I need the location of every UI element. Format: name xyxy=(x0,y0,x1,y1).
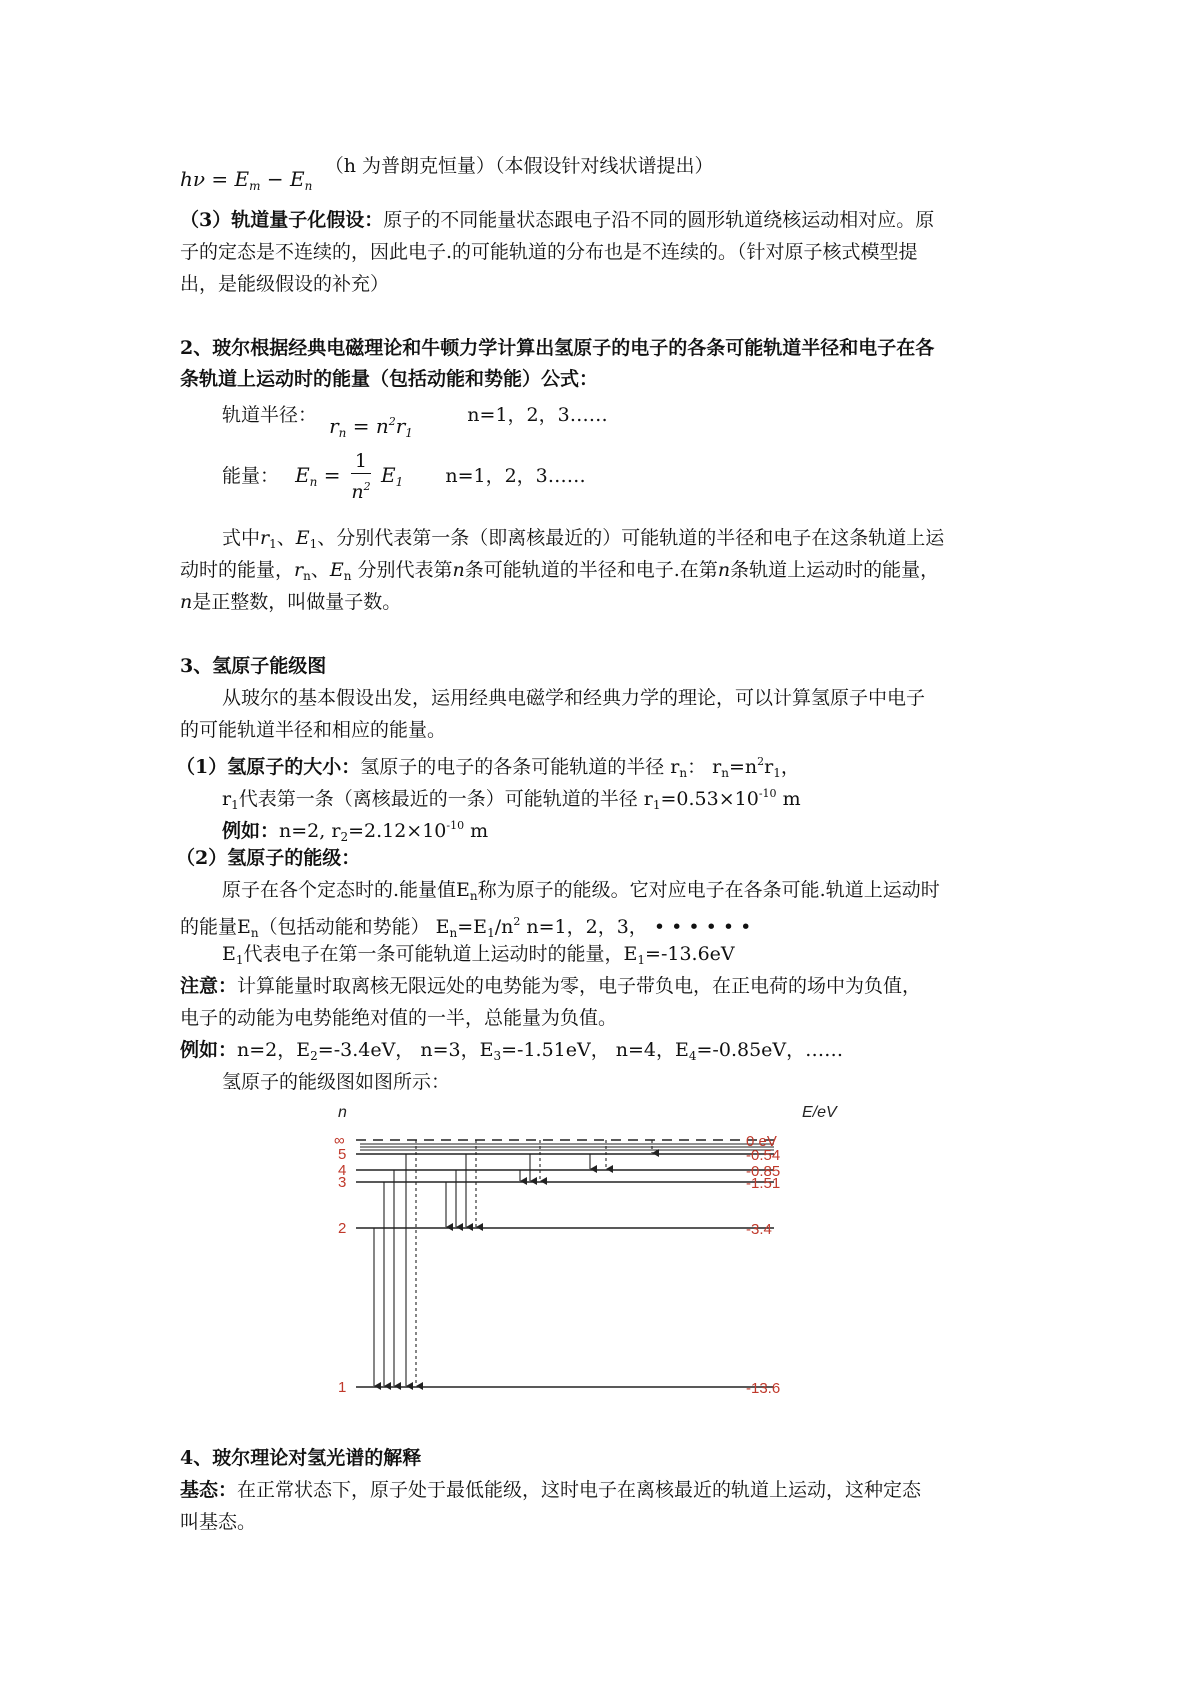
level-n-label: 4 xyxy=(338,1162,347,1179)
level-energy-label: -3.4 xyxy=(746,1221,772,1238)
energy-formula: 能量： $E_n$ = $\frac{1}{n^2}$ $E_1$ n=1，2，3…… xyxy=(222,450,586,503)
e-axis-label: E/eV xyxy=(802,1104,837,1121)
paragraph-line: 出，是能级假设的补充） xyxy=(180,273,390,295)
n-axis-label: n xyxy=(338,1104,347,1121)
paragraph-line: 电子的动能为电势能绝对值的一半，总能量为负值。 xyxy=(180,1007,618,1029)
formula-explanation: 式中$r_1$、$E_1$、分别代表第一条（即离核最近的）可能轨道的半径和电子在这条轨道上运 xyxy=(222,527,945,551)
level-n-label: 3 xyxy=(338,1174,347,1191)
paragraph-line: 动时的能量，$r_n$、$E_n$ 分别代表第n条可能轨道的半径和电子.在第n条轨道上运动时的能量， xyxy=(180,559,940,583)
paragraph-line: $E_1$代表电子在第一条可能轨道上运动时的能量，$E_1=-13.6eV$ xyxy=(222,943,735,967)
level-energy-label: 0 eV xyxy=(746,1133,777,1150)
paragraph-line: 原子在各个定态时的.能量值$E_n$称为原子的能级。它对应电子在各条可能.轨道上运动时 xyxy=(222,879,940,903)
energy-level-diagram xyxy=(334,1100,874,1420)
note-line: 注意：计算能量时取离核无限远处的电势能为零，电子带负电，在正电荷的场中为负值， xyxy=(180,975,922,997)
level-n-label: 2 xyxy=(338,1220,347,1237)
energy-levels-heading: （2）氢原子的能级： xyxy=(176,847,361,869)
section-heading-2-cont: 条轨道上运动时的能量（包括动能和势能）公式： xyxy=(180,368,599,390)
level-energy-label: -0.54 xyxy=(746,1147,781,1164)
paragraph-line: 叫基态。 xyxy=(180,1511,257,1533)
level-energy-label: -13.6 xyxy=(746,1380,781,1397)
paragraph-line: n是正整数，叫做量子数。 xyxy=(180,591,402,613)
atom-size-line: （1）氢原子的大小：氢原子的电子的各条可能轨道的半径 $r_n$： $r_n=n^2r_1$， xyxy=(176,755,800,780)
section-heading-2: 2、玻尔根据经典电磁理论和牛顿力学计算出氢原子的电子的各条可能轨道半径和电子在各 xyxy=(180,337,935,359)
radius-formula: 轨道半径： $r_n = n^2r_1$ n=1，2，3…… xyxy=(222,404,608,440)
photon-energy-formula: $h\nu = E_m - E_n$ （h 为普朗克恒量）（本假设针对线状谱提出） xyxy=(180,155,714,193)
paragraph-line: 的可能轨道半径和相应的能量。 xyxy=(180,719,447,741)
section-heading-4: 4、玻尔理论对氢光谱的解释 xyxy=(180,1447,422,1469)
orbit-quantization-hypothesis: （3）轨道量子化假设：原子的不同能量状态跟电子沿不同的圆形轨道绕核运动相对应。原 xyxy=(180,209,935,231)
level-energy-label: -1.51 xyxy=(746,1175,781,1192)
energy-example-line: 例如：n=2，$E_2=-3.4eV$， n=3，$E_3=-1.51eV$， n=4，$E_4=-0.85eV$，…… xyxy=(180,1039,844,1063)
level-n-label: 5 xyxy=(338,1146,347,1163)
diagram-caption: 氢原子的能级图如图所示： xyxy=(222,1071,451,1093)
formula-note: （h 为普朗克恒量）（本假设针对线状谱提出） xyxy=(324,155,714,177)
paragraph-line: 的能量$E_n$（包括动能和势能） $E_n=E_1/n^2$ n=1，2，3， • • • • • • xyxy=(180,915,752,940)
paragraph-line: 子的定态是不连续的，因此电子.的可能轨道的分布也是不连续的。（针对原子核式模型提 xyxy=(180,241,918,263)
radius-example-line: 例如：n=2, $r_2=2.12\times 10^{-10}$ m xyxy=(222,819,489,844)
section-heading-3: 3、氢原子能级图 xyxy=(180,655,327,677)
ground-state-line: 基态：在正常状态下，原子处于最低能级，这时电子在离核最近的轨道上运动，这种定态 xyxy=(180,1479,922,1501)
level-n-label: ∞ xyxy=(334,1132,345,1149)
energy-fraction: $\frac{1}{n^2}$ xyxy=(351,450,371,503)
first-orbit-radius-line: $r_1$代表第一条（离核最近的一条）可能轨道的半径 $r_1=0.53\times 10^{-10}$ m xyxy=(222,787,801,812)
paragraph-line: 从玻尔的基本假设出发，运用经典电磁学和经典力学的理论，可以计算氢原子中电子 xyxy=(222,687,926,709)
level-energy-label: -0.85 xyxy=(746,1163,781,1180)
level-n-label: 1 xyxy=(338,1379,347,1396)
